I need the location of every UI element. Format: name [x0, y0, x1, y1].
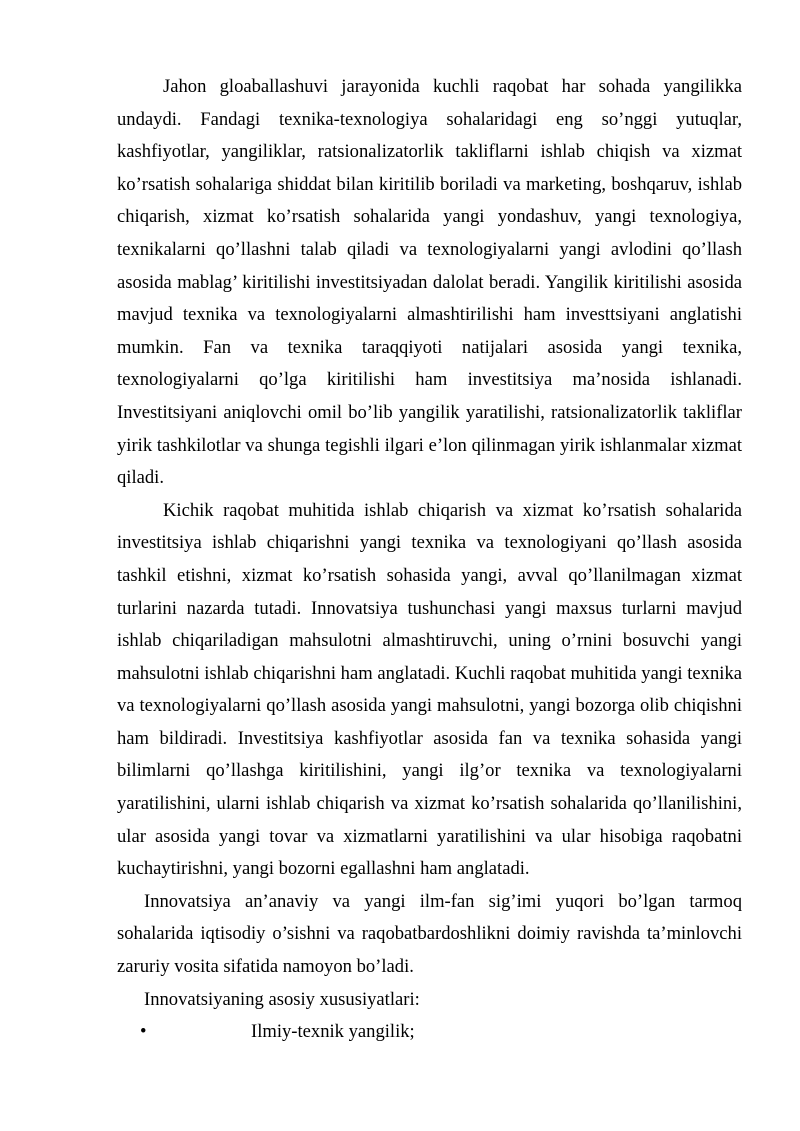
paragraph-competition: Kichik raqobat muhitida ishlab chiqarish va xizmat ko’rsatish sohalarida investitsiya ishlab chiqarishni yangi texnika va texnologiyani qo’llash asosida tashkil etishni, xizmat ko’rsatish sohasida yangi, avval qo’llanilmagan xizmat turlarini nazarda tutadi. Innovatsiya tushunchasi yangi maxsus turlarni mavjud ishlab chiqariladigan mahsulotni almashtiruvchi, uning o’rnini bosuvchi yangi mahsulotni ishlab chiqarishni ham anglatadi. Kuchli raqobat muhitida yangi texnika va texnologiyalarni qo’llash asosida yangi mahsulotni, yangi bozorga olib chiqishni ham bildiradi. Investitsiya kashfiyotlar asosida fan va texnika sohasida yangi bilimlarni qo’llashga kiritilishini, yangi ilg’or texnika va texnologiyalarni yaratilishini, ularni ishlab chiqarish va xizmat ko’rsatish sohalarida qo’llanilishini, ular asosida yangi tovar va xizmatlarni yaratilishini va ular hisobiga raqobatni kuchaytirishni, yangi bozorni egallashni ham anglatadi. — [117, 499, 742, 880]
list-heading: Innovatsiyaning asosiy xususiyatlari: — [144, 988, 420, 1010]
list-item — [117, 1016, 742, 1049]
list-item-text: Ilmiy-texnik yangilik; — [251, 1021, 415, 1043]
bullet-icon: • — [140, 1021, 147, 1043]
document-page — [117, 71, 742, 1049]
paragraph-innovation: Innovatsiya an’anaviy va yangi ilm-fan sig’imi yuqori bo’lgan tarmoq sohalarida iqtisodiy o’sishni va raqobatbardoshlikni doimiy ravishda ta’minlovchi zaruriy vosita sifatida namoyon bo’ladi. — [117, 890, 742, 978]
paragraph-globalization: Jahon gloaballashuvi jarayonida kuchli raqobat har sohada yangilikka undaydi. Fandagi texnika-texnologiya sohalaridagi eng so’nggi yutuqlar, kashfiyotlar, yangiliklar, ratsionalizatorlik takliflarni ishlab chiqish va xizmat ko’rsatish sohalariga shiddat bilan kiritilib boriladi va marketing, boshqaruv, ishlab chiqarish, xizmat ko’rsatish sohalarida yangi yondashuv, yangi texnologiya, texnikalarni qo’llashni talab qiladi va texnologiyalarni yangi avlodini qo’llash asosida mablag’ kiritilishi investitsiyadan dalolat beradi. Yangilik kiritilishi asosida mavjud texnika va texnologiyalarni almashtirilishi ham investtsiyani anglatishi mumkin. Fan va texnika taraqqiyoti natijalari asosida yangi texnika, texnologiyalarni qo’lga kiritilishi ham investitsiya ma’nosida ishlanadi. Investitsiyani aniqlovchi omil bo’lib yangilik yaratilishi, ratsionalizatorlik takliflar yirik tashkilotlar va shunga tegishli ilgari e’lon qilinmagan yirik ishlanmalar xizmat qiladi. — [117, 76, 742, 489]
